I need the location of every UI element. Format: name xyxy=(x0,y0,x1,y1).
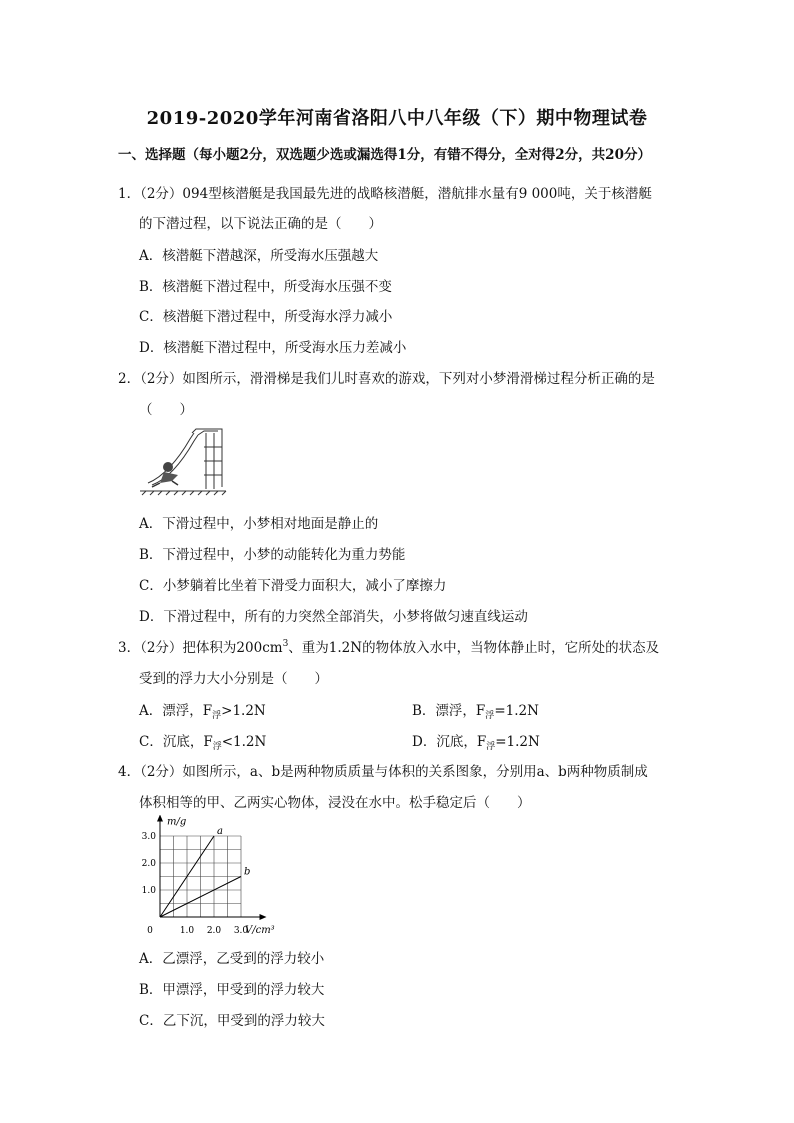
slide-drawing xyxy=(140,429,226,495)
y-axis-arrow xyxy=(157,815,163,822)
x-tick-label: 0 xyxy=(147,926,153,936)
q3-a-pre: A．漂浮，F xyxy=(139,703,213,719)
q3-b-post: =1.2N xyxy=(494,703,539,719)
page-title: 2019-2020学年河南省洛阳八中八年级（下）期中物理试卷 xyxy=(146,108,648,129)
q2-option-b: B．下滑过程中，小梦的动能转化为重力势能 xyxy=(139,547,406,563)
q3-option-d xyxy=(412,730,540,752)
q3-c-sub: 浮 xyxy=(212,742,222,752)
q3-stem-line2: 受到的浮力大小分别是（ ） xyxy=(139,671,328,687)
q1-stem-line2: 的下潜过程，以下说法正确的是（ ） xyxy=(139,216,382,232)
q4-option-b: B．甲漂浮，甲受到的浮力较大 xyxy=(139,982,325,998)
x-tick-label: 2.0 xyxy=(206,926,222,936)
q2-option-a: A．下滑过程中，小梦相对地面是静止的 xyxy=(139,516,379,532)
q1-option-c: C．核潜艇下潜过程中，所受海水浮力减小 xyxy=(139,309,393,325)
q3-stem-sup: 3 xyxy=(282,639,289,649)
q4-option-c: C．乙下沉，甲受到的浮力较大 xyxy=(139,1013,325,1029)
q3-option-a xyxy=(139,699,266,721)
q3-option-c xyxy=(139,730,266,752)
q1-stem-line1: 1．（2分）094型核潜艇是我国最先进的战略核潜艇，潜航排水量有9 000吨，关于核潜艇 xyxy=(118,186,652,202)
q3-c-post: <1.2N xyxy=(221,734,267,750)
q4-stem-line1: 4．（2分）如图所示，a、b是两种物质质量与体积的关系图象，分别用a、b两种物质制成 xyxy=(118,764,648,780)
series-label-b: b xyxy=(244,866,251,878)
q2-stem-line1: 2．（2分）如图所示，滑滑梯是我们儿时喜欢的游戏，下列对小梦滑滑梯过程分析正确的是 xyxy=(118,371,655,387)
q4-stem-line2: 体积相等的甲、乙两实心物体，浸没在水中。松手稳定后（ ） xyxy=(139,795,531,811)
q1-option-b: B．核潜艇下潜过程中，所受海水压强不变 xyxy=(139,279,392,295)
series-label-a: a xyxy=(217,826,223,837)
q2-option-c: C．小梦躺着比坐着下滑受力面积大，减小了摩擦力 xyxy=(139,578,447,594)
q3-b-pre: B．漂浮，F xyxy=(412,703,486,719)
q3-b-sub: 浮 xyxy=(485,711,495,721)
q1-option-a: A．核潜艇下潜越深，所受海水压强越大 xyxy=(139,248,379,264)
q3-d-post: =1.2N xyxy=(495,734,540,750)
q3-d-pre: D．沉底，F xyxy=(412,734,487,750)
q1-option-d: D．核潜艇下潜过程中，所受海水压力差减小 xyxy=(139,340,407,356)
q2-option-d: D．下滑过程中，所有的力突然全部消失，小梦将做匀速直线运动 xyxy=(139,609,528,625)
section-heading: 一、选择题（每小题2分，双选题少选或漏选得1分，有错不得分，全对得2分，共20分） xyxy=(118,147,651,163)
x-tick-label: 3.0 xyxy=(233,926,249,936)
y-axis-label: m/g xyxy=(167,816,187,828)
q3-stem-post: 、重为1.2N的物体放入水中，当物体静止时，它所处的状态及 xyxy=(288,640,660,656)
y-tick-label: 2.0 xyxy=(141,859,156,869)
q3-option-b xyxy=(412,699,539,721)
q3-a-post: >1.2N xyxy=(221,703,266,719)
slide-illustration xyxy=(138,425,228,497)
q4-option-a: A．乙漂浮，乙受到的浮力较小 xyxy=(139,951,325,967)
mass-volume-chart xyxy=(128,815,278,940)
q3-d-sub: 浮 xyxy=(486,742,496,752)
x-tick-label: 1.0 xyxy=(179,926,195,936)
y-tick-label: 1.0 xyxy=(141,886,156,896)
x-axis-arrow xyxy=(260,914,267,920)
x-axis-label: V/cm³ xyxy=(245,925,275,936)
q3-a-sub: 浮 xyxy=(212,711,222,721)
q3-stem-pre: 3．（2分）把体积为200cm xyxy=(118,640,283,656)
y-tick-label: 3.0 xyxy=(141,832,156,842)
q3-c-pre: C．沉底，F xyxy=(139,734,213,750)
q3-stem-line1 xyxy=(118,636,659,656)
q2-stem-line2: （ ） xyxy=(139,402,193,418)
